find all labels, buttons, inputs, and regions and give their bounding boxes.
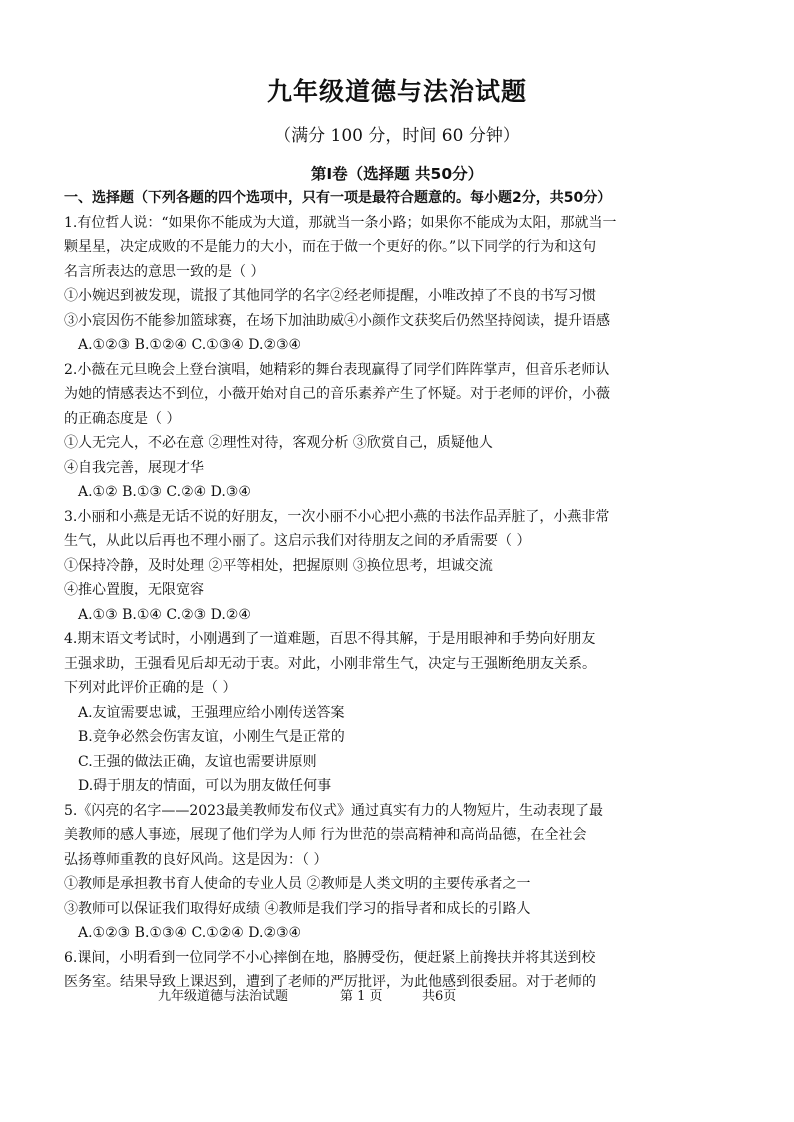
question-2-stem: 的正确态度是（ ）: [64, 410, 181, 427]
question-5-option: ①教师是承担教书育人使命的专业人员 ②教师是人类文明的主要传承者之一: [64, 876, 531, 892]
question-3-stem: 3.小丽和小燕是无话不说的好朋友，一次小丽不小心把小燕的书法作品弄脏了，小燕非常: [64, 508, 610, 525]
footer-exam-name: 九年级道德与法治试题: [158, 989, 289, 1004]
question-4-stem: 王强求助，王强看见后却无动于衷。对此，小刚非常生气，决定与王强断绝朋友关系。: [64, 655, 596, 672]
question-2-option: ④自我完善，展现才华: [64, 459, 204, 476]
question-4-stem: 4.期末语文考试时，小刚遇到了一道难题，百思不得其解，于是用眼神和手势向好朋友: [64, 631, 596, 647]
question-3-option: ①保持冷静，及时处理 ②平等相处，把握原则 ③换位思考，坦诚交流: [64, 557, 493, 574]
footer-page-number: 第 1 页: [340, 989, 383, 1004]
question-2-stem: 2.小薇在元旦晚会上登台演唱，她精彩的舞台表现赢得了同学们阵阵掌声，但音乐老师认: [64, 361, 610, 378]
instructions-heading: 一、选择题（下列各题的四个选项中，只有一项是最符合题意的。每小题2分，共50分）: [64, 190, 612, 206]
question-2-stem: 为她的情感表达不到位，小薇开始对自己的音乐素养产生了怀疑。对于老师的评价，小薇: [64, 386, 610, 402]
exam-subtitle: （满分 100 分，时间 60 分钟）: [274, 126, 520, 146]
question-6-stem: 医务室。结果导致上课迟到，遭到了老师的严厉批评，为此他感到很委屈。对于老师的: [64, 974, 596, 990]
exam-title: 九年级道德与法治试题: [266, 77, 527, 106]
question-3-option: ④推心置腹，无限宽容: [64, 582, 204, 598]
question-3-choices: A.①③ B.①④ C.②③ D.②④: [78, 606, 251, 623]
question-6-stem: 6.课间，小明看到一位同学不小心摔倒在地，胳膊受伤，便赶紧上前搀扶并将其送到校: [64, 949, 596, 966]
question-5-stem: 美教师的感人事迹，展现了他们学为人师 行为世范的崇高精神和高尚品德，在全社会: [64, 827, 587, 843]
question-5-choices: A.①②③ B.①③④ C.①②④ D.②③④: [78, 925, 302, 941]
question-1-stem: 名言所表达的意思一致的是（ ）: [64, 263, 265, 280]
question-5-stem: 5.《闪亮的名字——2023最美教师发布仪式》通过真实有力的人物短片，生动表现了最: [64, 802, 603, 819]
question-1-option: ①小婉迟到被发现，谎报了其他同学的名字②经老师提醒，小唯改掉了不良的书写习惯: [64, 288, 596, 304]
footer-page-total: 共6页: [422, 989, 457, 1004]
question-3-stem: 生气，从此以后再也不理小丽了。这启示我们对待朋友之间的矛盾需要（ ）: [64, 533, 531, 549]
question-1-stem: 1.有位哲人说：“如果你不能成为大道，那就当一条小路；如果你不能成为太阳，那就当一: [64, 214, 617, 231]
question-2-choices: A.①② B.①③ C.②④ D.③④: [78, 484, 251, 500]
question-5-stem: 弘扬尊师重教的良好风尚。这是因为：（ ）: [64, 851, 328, 868]
question-5-option: ③教师可以保证我们取得好成绩 ④教师是我们学习的指导者和成长的引路人: [64, 900, 531, 917]
section-heading: 第Ⅰ卷（选择题 共50分）: [310, 165, 484, 183]
question-4-choice-a: A.友谊需要忠诚，王强理应给小刚传送答案: [78, 704, 345, 721]
question-1-option: ③小宸因伤不能参加篮球赛，在场下加油助威④小颜作文获奖后仍然坚持阅读，提升语感: [64, 312, 610, 329]
question-4-choice-d: D.碍于朋友的情面，可以为朋友做任何事: [78, 778, 332, 794]
question-1-stem: 颗星星，决定成败的不是能力的大小，而在于做一个更好的你。”以下同学的行为和这句: [64, 239, 597, 255]
question-4-choice-c: C.王强的做法正确，友谊也需要讲原则: [78, 753, 317, 770]
question-4-stem: 下列对此评价正确的是（ ）: [64, 680, 237, 696]
question-4-choice-b: B.竞争必然会伤害友谊，小刚生气是正常的: [78, 729, 345, 745]
question-2-option: ①人无完人，不必在意 ②理性对待，客观分析 ③欣赏自己，质疑他人: [64, 435, 493, 451]
question-body: [64, 186, 664, 995]
question-1-choices: A.①②③ B.①②④ C.①③④ D.②③④: [78, 337, 302, 353]
